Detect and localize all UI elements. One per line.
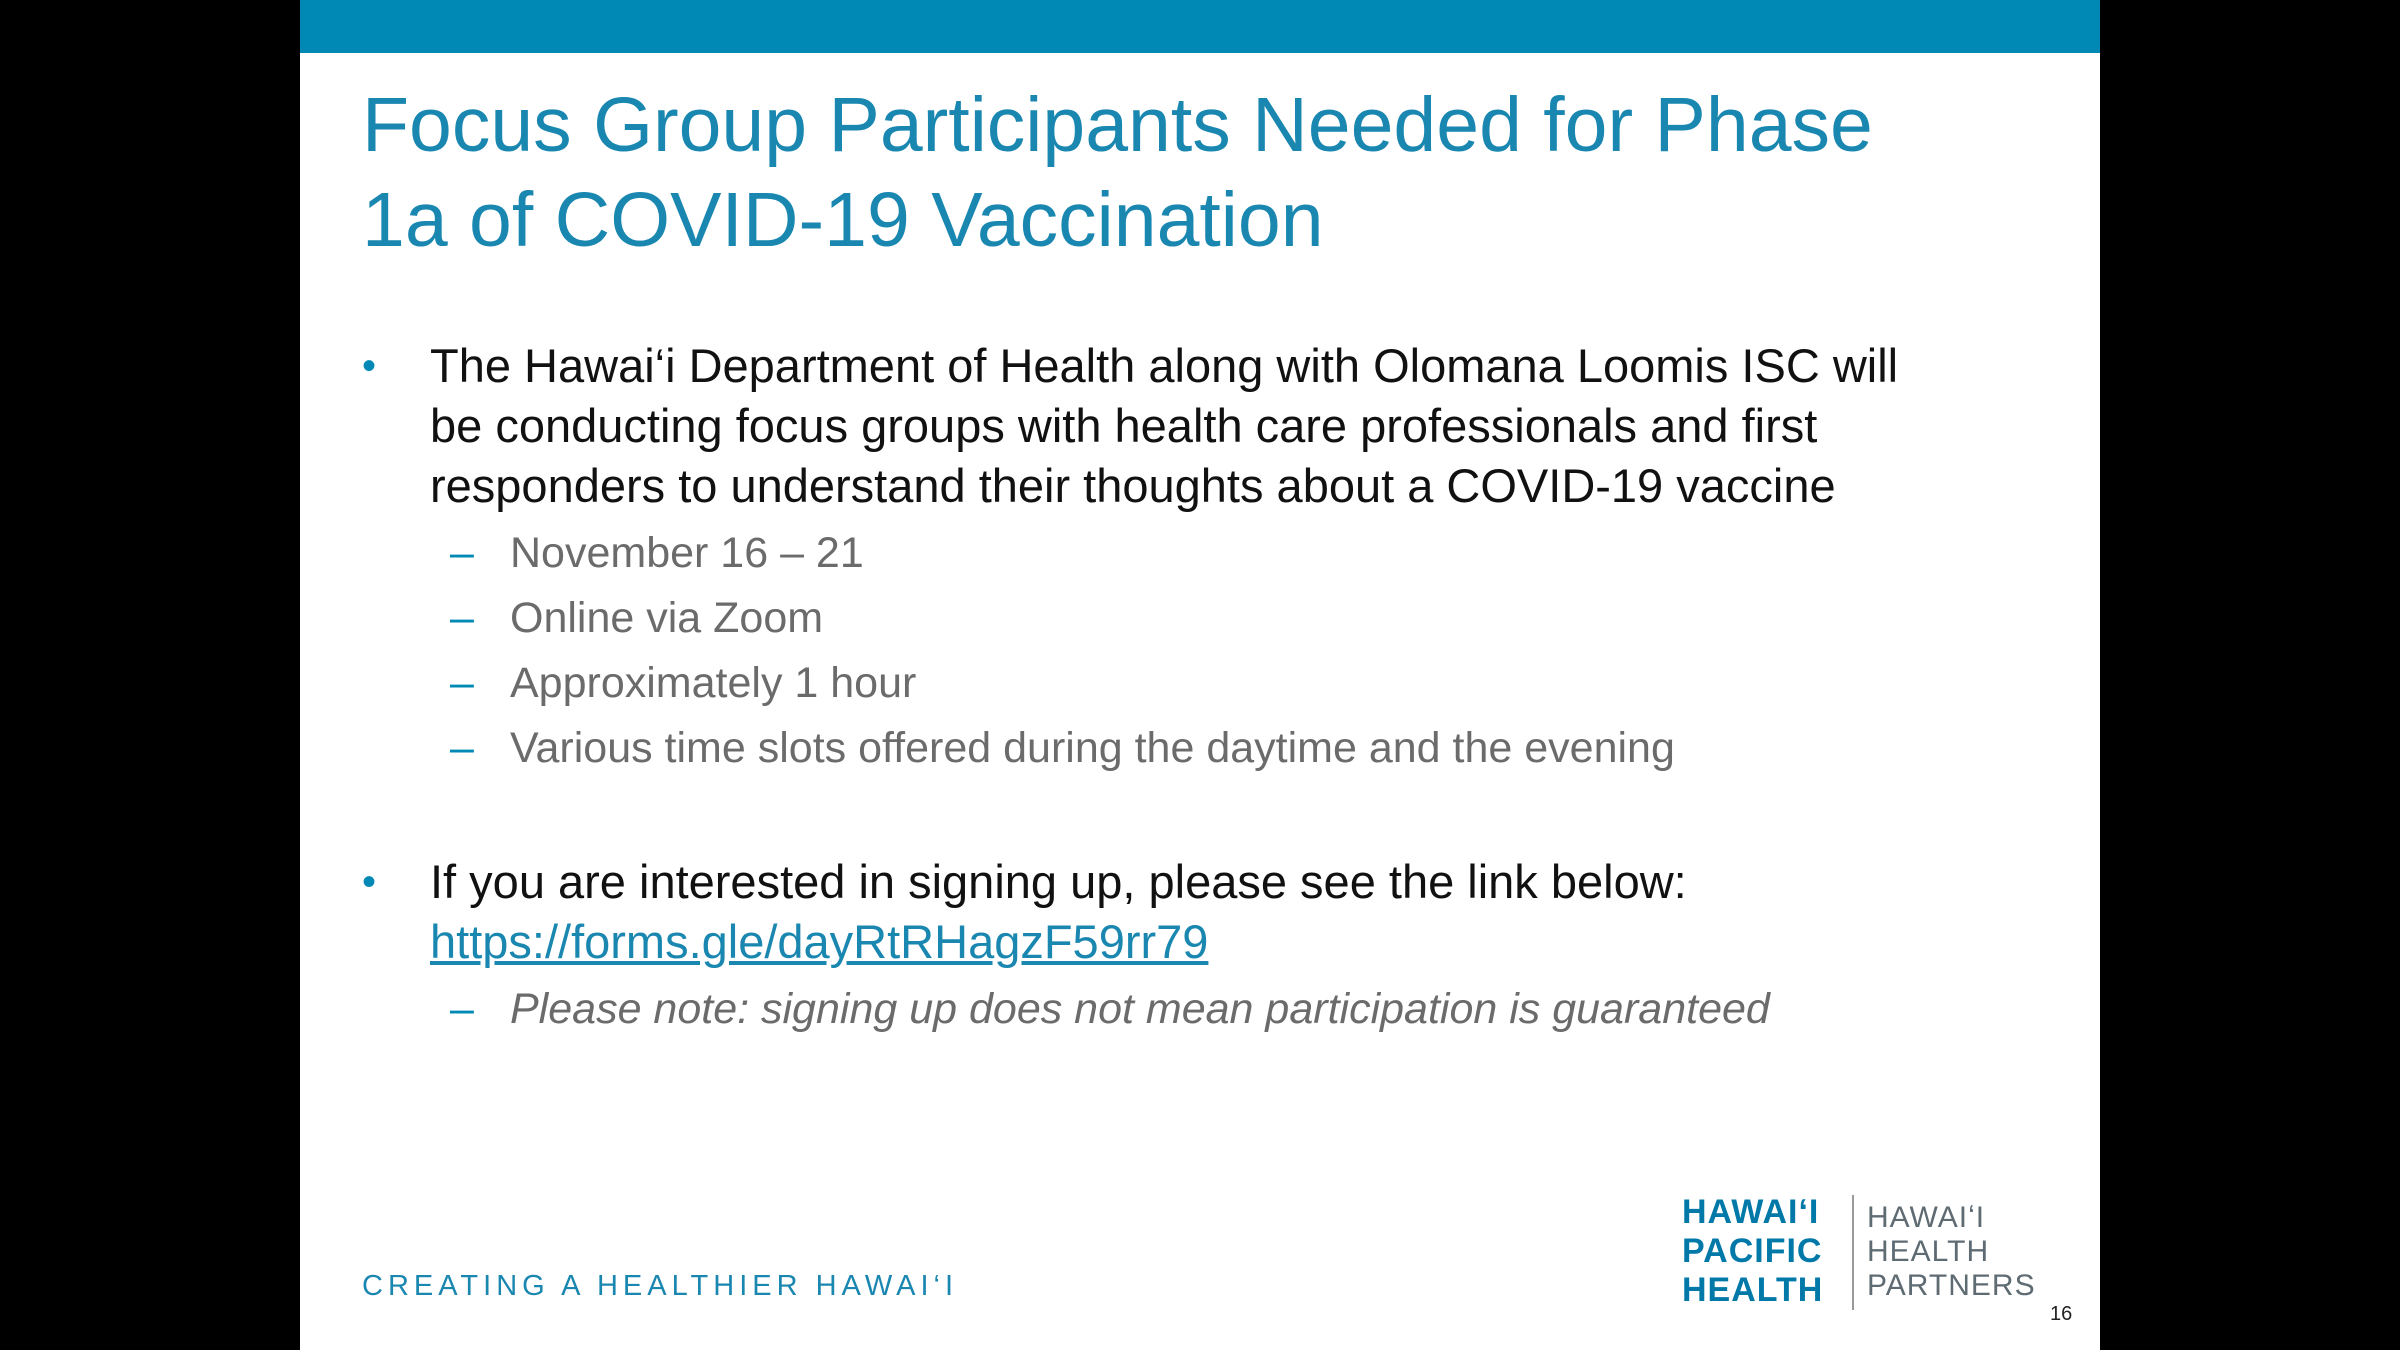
logo-left-line-3: HEALTH bbox=[1682, 1271, 1824, 1309]
logo-divider bbox=[1852, 1195, 1854, 1310]
slide-title bbox=[362, 78, 2042, 268]
slide-title-line-2: 1a of COVID-19 Vaccination bbox=[362, 177, 1324, 263]
bullet-focus-groups-text bbox=[430, 336, 2030, 516]
bullet-focus-groups-line-3: responders to understand their thoughts about a COVID-19 vaccine bbox=[430, 459, 1836, 512]
bullet-dot-icon: • bbox=[362, 344, 377, 388]
dash-icon: – bbox=[450, 594, 474, 642]
slide-top-bar bbox=[300, 0, 2100, 53]
slide bbox=[300, 0, 2100, 1350]
bullet-sign-up-line-1: If you are interested in signing up, please see the link below: bbox=[430, 855, 1687, 908]
footer-tagline: CREATING A HEALTHIER HAWAI‘I bbox=[362, 1270, 959, 1302]
logo-right-line-2: HEALTH bbox=[1867, 1235, 1990, 1268]
bullet-focus-groups-line-2: be conducting focus groups with health care professionals and first bbox=[430, 399, 1818, 452]
bullet-dot-icon: • bbox=[362, 860, 377, 904]
logo-right-line-3: PARTNERS bbox=[1867, 1269, 2036, 1302]
slide-title-line-1: Focus Group Participants Needed for Phase bbox=[362, 82, 1873, 168]
dash-icon: – bbox=[450, 724, 474, 772]
bullet-focus-groups-line-1: The Hawai‘i Department of Health along with Olomana Loomis ISC will bbox=[430, 339, 1899, 392]
page-number: 16 bbox=[2050, 1303, 2073, 1325]
logo-hawaii-health-partners bbox=[1867, 1201, 2036, 1303]
subitem-time-slots-text: Various time slots offered during the daytime and the evening bbox=[510, 724, 1675, 772]
dash-icon: – bbox=[450, 985, 474, 1033]
logo-hawaii-pacific-health bbox=[1682, 1193, 1823, 1310]
subitem-dates-text: November 16 – 21 bbox=[510, 529, 864, 577]
signup-link[interactable]: https://forms.gle/dayRtRHagzF59rr79 bbox=[430, 915, 1209, 968]
subitem-note-text: Please note: signing up does not mean participation is guaranteed bbox=[510, 985, 1770, 1033]
logo-left-line-1: HAWAIʻI bbox=[1682, 1193, 1820, 1231]
dash-icon: – bbox=[450, 529, 474, 577]
logo-left-line-2: PACIFIC bbox=[1682, 1232, 1823, 1270]
logo-right-line-1: HAWAIʻI bbox=[1867, 1201, 1986, 1234]
subitem-duration-text: Approximately 1 hour bbox=[510, 659, 917, 707]
hawaii-pacific-health-logo bbox=[1682, 1193, 2042, 1313]
bullet-sign-up-text bbox=[430, 852, 2030, 972]
dash-icon: – bbox=[450, 659, 474, 707]
subitem-location-text: Online via Zoom bbox=[510, 594, 824, 642]
